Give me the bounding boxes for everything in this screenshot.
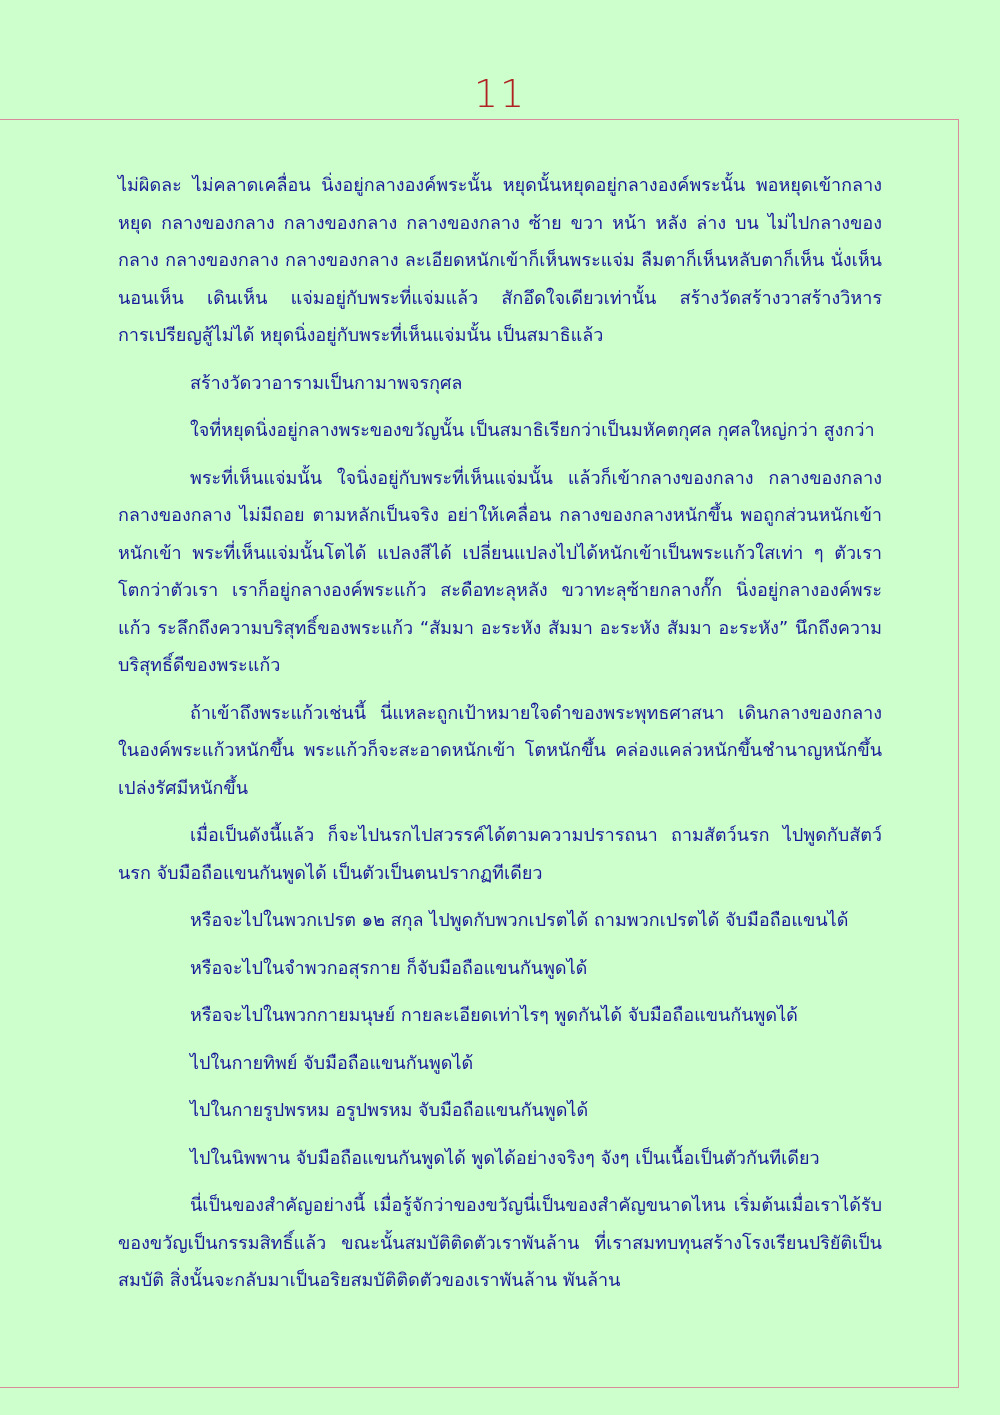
paragraph-13: นี่เป็นของสำคัญอย่างนี้ เมื่อรู้จักว่าของขวัญนี่เป็นของสำคัญขนาดไหน เริ่มต้นเมื่อเราได้รับของขวัญเป็นกรรมสิทธิ์แล้ว ขณะนั้นสมบัติติดตัวเราพันล้าน ที่เราสมทบทุนสร้างโรงเรียนปริยัติเป็นสมบัติ สิ่งนั้นจะกลับมาเป็นอริยสมบัติติดตัวของเราพันล้าน พันล้าน	[118, 1195, 882, 1291]
paragraph-3: ใจที่หยุดนิ่งอยู่กลางพระของขวัญนั้น เป็นสมาธิเรียกว่าเป็นมหัคตกุศล กุศลใหญ่กว่า สูงกว่า	[190, 420, 875, 441]
page-body	[118, 167, 882, 1310]
paragraph-10: ไปในกายทิพย์ จับมือถือแขนกันพูดได้	[190, 1052, 474, 1074]
paragraph-4: พระที่เห็นแจ่มนั้น ใจนิ่งอยู่กับพระที่เห็นแจ่มนั้น แล้วก็เข้ากลางของกลาง กลางของกลางกลางของกลาง ไม่มีถอย ตามหลักเป็นจริง อย่าให้เคลื่อน กลางของกลางหนักขึ้น พอถูกส่วนหนักเข้าหนักเข้า พระที่เห็นแจ่มนั้นโตได้ แปลงสีได้ เปลี่ยนแปลงไปได้หนักเข้าเป็นพระแก้วใสเท่า ๆ ตัวเรา โตกว่าตัวเรา เราก็อยู่กลางองค์พระแก้ว สะดือทะลุหลัง ขวาทะลุซ้ายกลางกั๊ก นิ่งอยู่กลางองค์พระแก้ว ระลึกถึงความบริสุทธิ์ของพระแก้ว “สัมมา อะระหัง สัมมา อะระหัง สัมมา อะระหัง” นึกถึงความบริสุทธิ์ดีของพระแก้ว	[118, 467, 882, 676]
paragraph-9: หรือจะไปในพวกกายมนุษย์ กายละเอียดเท่าไรๆ พูดกันได้ จับมือถือแขนกันพูดได้	[190, 1005, 798, 1026]
paragraph-6: เมื่อเป็นดังนี้แล้ว ก็จะไปนรกไปสวรรค์ได้ตามความปรารถนา ถามสัตว์นรก ไปพูดกับสัตว์นรก จับมือถือแขนกันพูดได้ เป็นตัวเป็นตนปรากฏทีเดียว	[118, 825, 882, 884]
paragraph-5: ถ้าเข้าถึงพระแก้วเช่นนี้ นี่แหละถูกเป้าหมายใจดำของพระพุทธศาสนา เดินกลางของกลางในองค์พระแก้วหนักขึ้น พระแก้วก็จะสะอาดหนักเข้า โตหนักขึ้น คล่องแคล่วหนักขึ้นชำนาญหนักขึ้น เปล่งรัศมีหนักขึ้น	[118, 702, 882, 799]
paragraph-7: หรือจะไปในพวกเปรต ๑๒ สกุล ไปพูดกับพวกเปรตได้ ถามพวกเปรตได้ จับมือถือแขนได้	[190, 910, 849, 931]
paragraph-11: ไปในกายรูปพรหม อรูปพรหม จับมือถือแขนกันพูดได้	[190, 1100, 589, 1121]
paragraph-2: สร้างวัดวาอารามเป็นกามาพจรกุศล	[190, 372, 463, 394]
paragraph-8: หรือจะไปในจำพวกอสุรกาย ก็จับมือถือแขนกันพูดได้	[190, 957, 588, 979]
page-number: 11	[473, 72, 527, 116]
paragraph-12: ไปในนิพพาน จับมือถือแขนกันพูดได้ พูดได้อย่างจริงๆ จังๆ เป็นเนื้อเป็นตัวกันทีเดียว	[190, 1147, 820, 1169]
paragraph-1: ไม่ผิดละ ไม่คลาดเคลื่อน นิ่งอยู่กลางองค์พระนั้น หยุดนั้นหยุดอยู่กลางองค์พระนั้น พอหยุดเข้ากลางหยุด กลางของกลาง กลางของกลาง กลางของกลาง ซ้าย ขวา หน้า หลัง ล่าง บน ไม่ไปกลางของกลาง กลางของกลาง กลางของกลาง ละเอียดหนักเข้าก็เห็นพระแจ่ม ลืมตาก็เห็นหลับตาก็เห็น นั่งเห็น นอนเห็น เดินเห็น แจ่มอยู่กับพระที่แจ่มแล้ว สักอึดใจเดียวเท่านั้น สร้างวัดสร้างวาสร้างวิหารการเปรียญสู้ไม่ได้ หยุดนิ่งอยู่กับพระที่เห็นแจ่มนั้น เป็นสมาธิแล้ว	[118, 175, 882, 346]
